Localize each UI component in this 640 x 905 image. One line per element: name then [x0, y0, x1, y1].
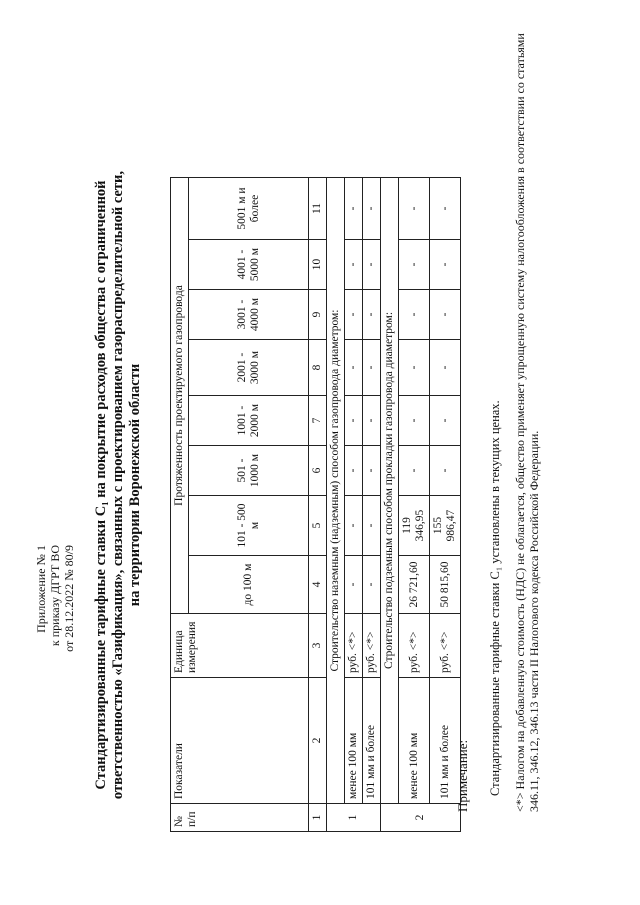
row-value: - [363, 396, 381, 446]
row-value: - [430, 446, 461, 496]
section-1-header-row [327, 178, 345, 832]
row-unit: руб. <*> [399, 614, 430, 678]
row-value: - [430, 396, 461, 446]
row-value: - [345, 290, 363, 340]
header-range: 3001 - 4000 м [189, 290, 309, 340]
table-row [363, 178, 381, 832]
column-number: 8 [309, 340, 327, 396]
column-number: 10 [309, 240, 327, 290]
row-value: - [399, 290, 430, 340]
column-number: 1 [309, 804, 327, 832]
row-value: - [363, 178, 381, 240]
row-value: - [363, 496, 381, 556]
header-range: 1001 - 2000 м [189, 396, 309, 446]
row-label: менее 100 мм [399, 678, 430, 804]
column-number: 11 [309, 178, 327, 240]
row-value: - [345, 496, 363, 556]
annex-block [34, 545, 76, 765]
row-value: - [345, 178, 363, 240]
section-2-number: 2 [381, 804, 461, 832]
row-value: - [430, 290, 461, 340]
row-value: - [363, 556, 381, 614]
header-range: 501 - 1000 м [189, 446, 309, 496]
note-line-1: Стандартизированные тарифные ставки C₁ установлены в текущих ценах. [488, 400, 502, 796]
column-number: 3 [309, 614, 327, 678]
row-value: - [399, 446, 430, 496]
column-number: 9 [309, 290, 327, 340]
section-1-title: Строительство наземным (надземным) способом газопровода диаметром: [327, 178, 345, 804]
notes-heading: Примечание: [455, 739, 470, 812]
header-num: № п/п [171, 804, 309, 832]
row-value: - [399, 240, 430, 290]
row-value: - [345, 396, 363, 446]
row-value: - [345, 446, 363, 496]
header-range: 4001 - 5000 м [189, 240, 309, 290]
row-value: - [399, 340, 430, 396]
header-unit: Единица измерения [171, 614, 309, 678]
column-number: 2 [309, 678, 327, 804]
document-title [93, 125, 144, 845]
row-unit: руб. <*> [363, 614, 381, 678]
row-label: менее 100 мм [345, 678, 363, 804]
annex-line-3: от 28.12.2022 № 80/9 [62, 545, 76, 652]
header-range: 5001 м и более [189, 178, 309, 240]
section-2-header-row [381, 178, 399, 832]
row-label: 101 мм и более [430, 678, 461, 804]
title-line-2: ответственностью «Газификация», связанных с проектированием газораспределительной сети, [110, 170, 126, 800]
tariff-table [170, 177, 461, 832]
row-value: - [363, 290, 381, 340]
column-number: 6 [309, 446, 327, 496]
title-line-3: на территории Воронежской области [127, 363, 143, 607]
row-value: 50 815,60 [430, 556, 461, 614]
row-label: 101 мм и более [363, 678, 381, 804]
table-row [399, 178, 430, 832]
header-range: до 100 м [189, 556, 309, 614]
column-number: 4 [309, 556, 327, 614]
section-1-number: 1 [327, 804, 381, 832]
row-value: - [430, 178, 461, 240]
row-value: - [363, 446, 381, 496]
header-range: 101 - 500 м [189, 496, 309, 556]
row-value: - [363, 340, 381, 396]
row-value: - [399, 178, 430, 240]
title-line-1: Стандартизированные тарифные ставки C₁ на покрытие расходов общества с ограниченной [93, 180, 109, 790]
row-unit: руб. <*> [345, 614, 363, 678]
row-unit: руб. <*> [430, 614, 461, 678]
row-value: - [345, 340, 363, 396]
row-value: 26 721,60 [399, 556, 430, 614]
header-length-group: Протяженность проектируемого газопровода [171, 178, 189, 614]
annex-line-1: Приложение № 1 [34, 545, 48, 633]
column-number: 7 [309, 396, 327, 446]
row-value: 155 986,47 [430, 496, 461, 556]
annex-line-2: к приказу ДГРТ ВО [48, 545, 62, 647]
note-line-2: <*> Налогом на добавленную стоимость (НДС) не облагается, общество применяет упрощенную систему налогообложения в соответствии со статьями 346.11, 346.12, 346.13 части II Налогового кодекса Российской Федерации. [513, 33, 541, 812]
row-value: - [399, 396, 430, 446]
header-row-1 [171, 178, 189, 832]
column-number: 5 [309, 496, 327, 556]
row-value: - [430, 340, 461, 396]
row-value: - [430, 240, 461, 290]
table-row [430, 178, 461, 832]
column-numbers-row [309, 178, 327, 832]
header-range: 2001 - 3000 м [189, 340, 309, 396]
row-value: - [345, 240, 363, 290]
row-value: - [345, 556, 363, 614]
row-value: - [363, 240, 381, 290]
section-2-title: Строительство подземным способом прокладки газопровода диаметром: [381, 178, 399, 804]
header-indicator: Показатели [171, 678, 309, 804]
table-row [345, 178, 363, 832]
row-value: 119 346,95 [399, 496, 430, 556]
